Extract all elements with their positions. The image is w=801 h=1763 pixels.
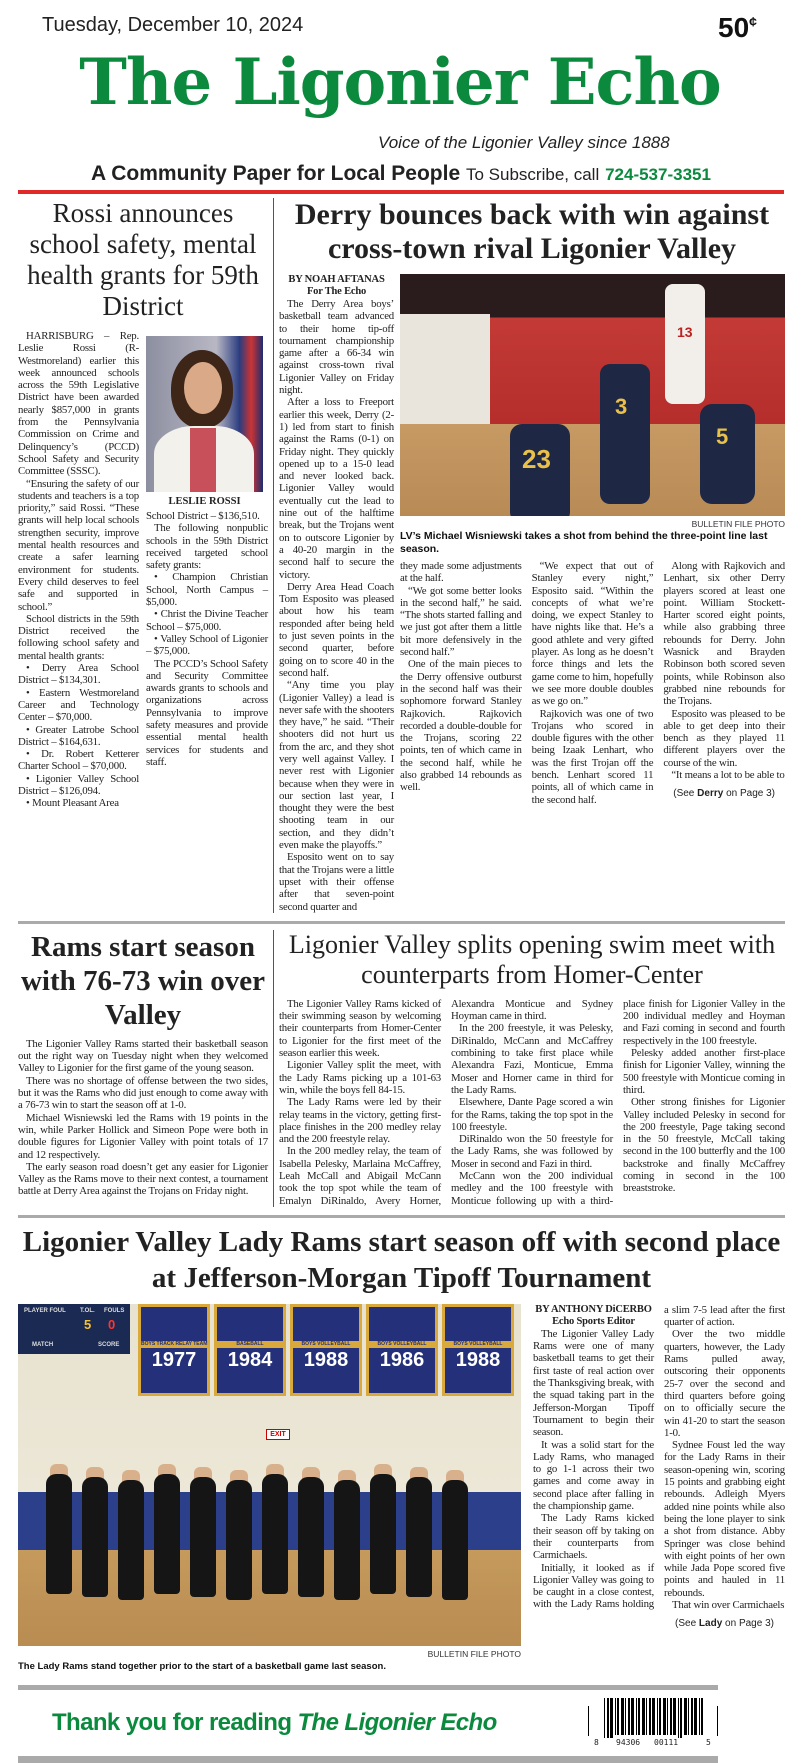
player-figure	[118, 1480, 144, 1600]
jump-link[interactable]: Derry	[697, 788, 724, 800]
barcode-guard	[717, 1706, 718, 1736]
derry-article	[279, 198, 785, 913]
article-paragraph: The Derry Area boys’ basketball team advanced to their home tip-off tournament championship game after a 66-34 win against cross-town rival Ligonier Valley on Friday night.	[279, 298, 394, 397]
barcode-bars	[604, 1698, 704, 1738]
player-figure	[370, 1474, 396, 1594]
barcode-bar	[615, 1698, 616, 1735]
article-paragraph: they made some adjustments at the half.	[400, 560, 522, 585]
article-paragraph: Elsewhere, Dante Page scored a win for the Rams, taking the top spot in the 100 freestyle.	[451, 1096, 613, 1133]
banner	[442, 1304, 514, 1396]
article-paragraph: • Valley School of Ligonier – $75,000.	[146, 632, 268, 658]
barcode-bar	[688, 1698, 689, 1735]
article-paragraph: Esposito went on to say that the Trojans were a little upset with their offense after that seven-point second quarter and	[279, 851, 394, 913]
article-paragraph: • Ligonier Valley School District – $126,094.	[18, 772, 139, 797]
derry-rest-paragraphs	[400, 560, 785, 806]
article-paragraph: “It means a lot to be able to	[671, 769, 785, 782]
barcode-bar	[610, 1698, 613, 1738]
section-rule	[18, 921, 785, 924]
rams-headline: Rams start season with 76-73 win over Valley	[20, 930, 266, 1031]
scoreboard	[18, 1304, 130, 1354]
article-paragraph: • Champion Christian School, North Campus – $5,000.	[146, 571, 268, 609]
scoreboard-label: SCORE	[98, 1341, 120, 1348]
scoreboard-value: 0	[108, 1316, 116, 1332]
rams-article	[18, 930, 268, 1207]
lady-byline: BY ANTHONY DiCERBO	[535, 1303, 652, 1315]
jump-suffix: on Page 3)	[723, 788, 776, 800]
derry-byline-role: For The Echo	[306, 286, 367, 297]
banner-year: 1984	[227, 1348, 273, 1371]
rossi-photo-caption: LESLIE ROSSI	[168, 496, 241, 507]
banner-label: BOYS VOLLEYBALL	[293, 1341, 359, 1348]
price	[718, 12, 757, 44]
rossi-columns	[18, 330, 268, 810]
community-banner	[18, 162, 784, 186]
front-page-content	[18, 198, 785, 1763]
rossi-column-1	[18, 330, 139, 810]
player-figure	[442, 1480, 468, 1600]
article-paragraph: In the 200 medley relay, the team of Isabella Pelesky, Marlaina McCaffrey, Leah McCall and Abigail McCann took the top spot while the team of Emalyn DiRinaldo, Avery Horner, Alexandra Monticue and Sydney Hoyman came in third.	[279, 997, 613, 1207]
article-paragraph: Derry Area Head Coach Tom Esposito was pleased about how his team responded after being held to just seven points in the second quarter, before going on to score 40 in the second half.	[279, 580, 394, 679]
derry-right-block	[400, 274, 785, 913]
footer	[18, 1685, 785, 1763]
lady-jump-line	[664, 1617, 785, 1630]
banner	[214, 1304, 286, 1396]
derry-columns	[279, 274, 785, 913]
rams-article-body	[18, 1038, 268, 1198]
banner-year: 1977	[151, 1348, 197, 1371]
article-paragraph: Sydnee Foust led the way for the Lady Rams in their season-opening win, scoring 15 points and grabbing eight rebounds. Adleigh Myers added nine points while also being the lone player to sink a shot from distance. Abby Springer was close behind with eight points of her own while Jada Pope scored five points and hauled in 11 rebounds.	[664, 1439, 785, 1599]
barcode-bar	[638, 1698, 640, 1735]
column-divider	[273, 198, 274, 913]
article-paragraph: That win over Carmichaels	[672, 1599, 785, 1612]
article-paragraph: “We got some better looks in the second half,” he said. “The shots started falling and we just got after them a little bit more defensively in the second half.”	[400, 584, 522, 659]
article-paragraph: The Lady Rams kicked their season off by taking on their counterparts from Carmichaels.	[533, 1512, 654, 1562]
subscribe-text: To Subscribe, call	[466, 165, 600, 184]
article-paragraph: It was a solid start for the Lady Rams, who managed to go 1-1 across their two games and come away in second place after falling in the championship game.	[533, 1438, 654, 1513]
swim-article-body	[279, 998, 785, 1207]
article-paragraph: After a loss to Freeport earlier this week, Derry (2-1) led from start to finish against the Rams (0-1) on Friday night. They quickly opened up to a 15-0 lead and never looked back. Ligonier Valley would eventually cut the lead to nine out of the halftime break, but the Trojans went on to outscore Ligonier by a 40-20 margin in the second half to secure the victory.	[279, 396, 394, 581]
barcode-bar	[667, 1698, 668, 1735]
lady-rams-headline: Ligonier Valley Lady Rams start season off with second place at Jefferson-Morgan Tipoff Tournament	[22, 1225, 781, 1294]
masthead-logo: The Ligonier Echo	[79, 45, 721, 120]
article-paragraph: Over the two middle quarters, however, the Lady Rams pulled away, outscoring their opponents 25-7 over the second and third quarters before going on to officially secure the win 41-20 to start the season 1-0.	[664, 1328, 785, 1439]
article-paragraph: The Ligonier Valley Lady Rams were one of many basketball teams to get their first taste of real action over the Thanksgiving break, with the squad taking part in the Jefferson-Morgan Tipoff Tournament to begin their season.	[533, 1327, 654, 1439]
player-figure	[190, 1477, 216, 1597]
scoreboard-value: 5	[84, 1316, 92, 1332]
article-paragraph: “Any time you play (Ligonier Valley) a lead is never safe with the shooters they have,” he said. “Their shooters did not hurt us from the arc, and they shot very well against Valley. I never rest with Ligonier because when they were in our section last year, I thought they were the best shooting team in our section, and they didn’t even make the playoffs.”	[279, 679, 394, 852]
barcode-bar	[649, 1698, 651, 1735]
lady-section	[18, 1304, 785, 1673]
player-figure	[82, 1477, 108, 1597]
footer-thanks	[18, 1709, 497, 1737]
article-paragraph: The Ligonier Valley Rams kicked of their swimming season by welcoming their counterparts from Homer-Center to Ligonier for the first meet of the season earlier this week.	[279, 997, 441, 1060]
article-paragraph: Along with Rajkovich and Lenhart, six other Derry players scored at least one point. William Stockett-Harter scored eight points, while also grabbing three rebounds for Derry. John Wasnick and Brayden Robinson both scored seven points, while Robinson also grabbed nine rebounds for the Trojans.	[663, 560, 785, 708]
banner-year: 1988	[455, 1348, 501, 1371]
article-paragraph: In the 200 freestyle, it was Pelesky, DiRinaldo, McCann and McCaffrey combining to take first place while Alexandra Fazi, Monticue, Emma Moser and Horner came in third for the Lady Rams.	[451, 1022, 613, 1096]
middle-section	[18, 930, 785, 1207]
jersey-number: 5	[716, 424, 729, 449]
issue-date: Tuesday, December 10, 2024	[42, 14, 304, 36]
player-figure	[298, 1477, 324, 1597]
article-paragraph: DiRinaldo won the 50 freestyle for the Lady Rams, she was followed by Moser in second and Fazi in third.	[451, 1133, 613, 1170]
barcode-bar	[701, 1698, 703, 1735]
paper-name: The Ligonier Echo	[297, 1708, 497, 1736]
barcode-bar	[636, 1698, 637, 1735]
barcode-bar	[694, 1698, 697, 1735]
derry-byline: BY NOAH AFTANAS	[288, 274, 385, 285]
derry-headline: Derry bounces back with win against cross-town rival Ligonier Valley	[294, 198, 770, 265]
exit-sign: EXIT	[266, 1429, 290, 1440]
jump-prefix: (See	[675, 1618, 699, 1630]
price-value: 50	[718, 12, 750, 43]
rossi-column-2-wrap	[146, 330, 268, 810]
jump-link[interactable]: Lady	[698, 1618, 723, 1630]
player-shooter	[665, 284, 705, 404]
barcode-bar	[604, 1698, 605, 1738]
barcode-bar	[684, 1698, 687, 1735]
article-paragraph: HARRISBURG – Rep. Leslie Rossi (R-Westmoreland) earlier this week announced schools across the 59th Legislative District have been awarded nearly $857,000 in grants from the Pennsylvania Commission on Crime and Delinquency’s (PCCD) School Safety and Security Committee (SSSC).	[18, 330, 139, 478]
barcode-digit: 8	[594, 1737, 599, 1747]
article-paragraph: • Christ the Divine Teacher School – $75,000.	[146, 608, 268, 633]
article-paragraph: Michael Wisniewski led the Rams with 19 points in the win, while Parker Hollick and Simeon Pope were both in double figures for Ligonier Valley with point totals of 17 and 12 respectively.	[18, 1111, 268, 1161]
barcode-bar	[628, 1698, 630, 1735]
barcode-bar	[678, 1698, 679, 1738]
barcode-bar	[691, 1698, 693, 1735]
player-defender	[510, 424, 570, 516]
article-paragraph: The PCCD’s School Safety and Security Committee awards grants to schools and organizations across Pennsylvania to improve safety measures and provide essential mental health services for students and staff.	[146, 657, 268, 768]
article-paragraph: • Greater Latrobe School District – $164,631.	[18, 723, 139, 748]
article-paragraph: “Ensuring the safety of our students and teachers is a top priority,” said Rossi. “These grants will help local schools strengthen security, improve mental health resources and create a safer learning environment for students. Every child deserves to feel safe and supported in school.”	[18, 477, 139, 613]
player-defender	[700, 404, 755, 504]
article-paragraph: • Mount Pleasant Area	[26, 797, 119, 810]
article-paragraph: School District – $136,510.	[146, 510, 260, 522]
lady-photo-block	[18, 1304, 521, 1673]
face-shape	[184, 362, 222, 414]
barcode-bar	[699, 1698, 700, 1735]
article-paragraph: Initially, it looked as if Ligonier Valley was going to be caught in a close contest, with the Lady Rams holding a slim 7-5 lead after the first quarter of action.	[533, 1303, 785, 1611]
player-figure	[154, 1474, 180, 1594]
rossi-headline: Rossi announces school safety, mental health grants for 59th District	[27, 198, 259, 321]
derry-column-1-text	[279, 298, 394, 913]
barcode-bar	[663, 1698, 666, 1735]
banner-year: 1988	[303, 1348, 349, 1371]
derry-column-1	[279, 274, 394, 913]
lady-byline-role: Echo Sports Editor	[552, 1315, 635, 1327]
scoreboard-label: PLAYER FOUL	[24, 1307, 66, 1314]
thanks-text: Thank you for reading	[52, 1708, 298, 1736]
barcode-bar	[680, 1698, 682, 1738]
community-slogan: A Community Paper for Local People	[91, 162, 461, 185]
wall-panel	[400, 314, 490, 424]
lady-photo-credit: BULLETIN FILE PHOTO	[427, 1648, 521, 1659]
barcode-bar	[670, 1698, 672, 1735]
article-paragraph: School districts in the 59th District received the following school safety and mental health grants:	[18, 612, 139, 662]
scoreboard-label: FOULS	[104, 1307, 125, 1314]
player-defender	[600, 364, 650, 504]
article-paragraph: The Ligonier Valley Rams started their basketball season out the right way on Tuesday night when they welcomed Valley to Ligonier for the first game of the young season.	[18, 1037, 268, 1075]
footer-rule-bottom	[18, 1756, 718, 1763]
barcode-bar	[621, 1698, 624, 1735]
lady-photo-caption: The Lady Rams stand together prior to the start of a basketball game last season.	[18, 1660, 386, 1672]
subscribe-phone: 724-537-3351	[605, 165, 711, 184]
barcode-bar	[659, 1698, 661, 1735]
article-paragraph: • Dr. Robert Ketterer Charter School – $70,000.	[18, 748, 139, 773]
article-paragraph: The Lady Rams were led by their relay teams in the victory, getting first-place finishes in the 200 medley relay and the 200 freestyle relay.	[279, 1096, 441, 1146]
banner-year: 1986	[379, 1348, 425, 1371]
barcode-bar	[657, 1698, 658, 1735]
blouse-shape	[190, 428, 216, 492]
banner-label: BASEBALL	[217, 1341, 283, 1348]
lady-paragraphs	[533, 1304, 785, 1630]
barcode-digit: 5	[706, 1737, 711, 1747]
barcode	[588, 1698, 718, 1748]
barcode-bar	[617, 1698, 619, 1735]
lady-article-body	[533, 1304, 785, 1673]
jump-prefix: (See	[673, 788, 698, 800]
article-paragraph: One of the main pieces to the Derry offensive outburst in the second half was their sophomore forward Stanley Rajkovich. Rajkovich recorded a double-double for the Trojans, scoring 22 points, ten of which came in the second half, while he also grabbed 14 rebounds as well.	[400, 658, 522, 794]
lady-rams-team-photo	[18, 1304, 521, 1646]
top-section	[18, 198, 785, 913]
derry-rest-text	[400, 560, 785, 806]
player-figure	[46, 1474, 72, 1594]
player-figure	[226, 1480, 252, 1600]
footer-row	[18, 1690, 718, 1756]
player-figure	[334, 1480, 360, 1600]
rossi-column-2	[146, 510, 268, 768]
article-paragraph: “We expect that out of Stanley every night,” Esposito said. “Within the concepts of what we’re doing, we expect Stanley to have nights like that. He’s a good athlete and very gifted player. As long as he doesn’t force things and lets the game come to him, hopefully we see more double doubles as we go on.”	[531, 560, 654, 708]
derry-photo-credit: BULLETIN FILE PHOTO	[691, 519, 785, 529]
rossi-article	[18, 198, 268, 913]
article-paragraph: • Eastern Westmoreland Career and Technology Center – $70,000.	[18, 686, 139, 724]
price-unit: ¢	[749, 13, 757, 30]
jersey-number: 23	[522, 444, 551, 474]
tagline: Voice of the Ligonier Valley since 1888	[378, 133, 670, 152]
article-paragraph: The early season road doesn’t get any easier for Ligonier Valley as the Rams move to their next contest, a tournament battle at Derry Area against the Trojans on Friday night.	[18, 1160, 268, 1198]
barcode-digits: 94306	[616, 1737, 641, 1747]
barcode-bar	[642, 1698, 645, 1735]
scoreboard-label: MATCH	[32, 1341, 54, 1348]
article-paragraph: There was no shortage of offense between the two sides, but it was the Rams who did just enough to come away with a 76-73 win to start the season off at 1-0.	[18, 1074, 268, 1112]
banner-label: BOYS VOLLEYBALL	[445, 1341, 511, 1348]
header-rule	[18, 190, 784, 194]
article-paragraph: Esposito was pleased to be able to get deep into their bench as they played 11 different players over the course of the win.	[663, 707, 785, 769]
barcode-bar	[673, 1698, 676, 1735]
derry-photo-caption: LV’s Michael Wisniewski takes a shot from behind the three-point line last season.	[400, 530, 768, 555]
barcode-guard	[588, 1706, 589, 1736]
swim-article	[279, 930, 785, 1207]
article-paragraph: Other strong finishes for Ligonier Valley included Pelesky in second for the 200 freestyle, Page taking second in the 50 freestyle, McCall taking second in the 100 butterfly and the 100 backstroke and finally McCaffrey coming in second in the 100 breaststroke.	[623, 1096, 785, 1195]
column-divider	[273, 930, 274, 1207]
scoreboard-label: T.OL.	[80, 1307, 95, 1314]
jersey-number: 3	[615, 394, 628, 419]
derry-basketball-photo	[400, 274, 785, 516]
article-paragraph: Pelesky added another first-place finish for Ligonier Valley, winning the 500 freestyle with Monticue coming in third.	[623, 1047, 785, 1096]
section-rule	[18, 1215, 785, 1218]
banner	[290, 1304, 362, 1396]
article-paragraph: McCann won the 200 individual medley and the 100 freestyle with Monticue following up with a third-place finish for Ligonier Valley in the 200 individual medley and Hoyman and Fazi coming in second and fourth respectively in the 100 freestyle.	[451, 997, 785, 1207]
banner	[138, 1304, 210, 1396]
banner-label: BOYS VOLLEYBALL	[369, 1341, 435, 1348]
article-paragraph: The following nonpublic schools in the 59th District received targeted school safety grants:	[146, 522, 268, 572]
rossi-portrait-photo	[146, 336, 263, 492]
article-paragraph: • Derry Area School District – $134,301.	[18, 662, 139, 687]
barcode-bar	[631, 1698, 634, 1735]
jump-suffix: on Page 3)	[722, 1618, 774, 1630]
banner-label: BOYS TRACK RELAY TEAM	[141, 1340, 208, 1347]
barcode-bar	[646, 1698, 647, 1735]
player-figure	[406, 1477, 432, 1597]
swim-headline: Ligonier Valley splits opening swim meet with counterparts from Homer-Center	[288, 929, 776, 989]
barcode-digits: 00111	[654, 1737, 679, 1747]
barcode-bar	[625, 1698, 626, 1735]
player-figure	[262, 1474, 288, 1594]
derry-jump-line	[663, 787, 785, 800]
article-paragraph: Ligonier Valley split the meet, with the Lady Rams picking up a 101-63 win, while the boys fell 84-15.	[279, 1059, 441, 1096]
jersey-number: 13	[677, 324, 693, 340]
article-paragraph: Rajkovich was one of two Trojans who scored in double figures with the other being Izaak Lenhart, who was the first Trojan off the bench. Lenhart scored 11 points, all of which came in the second half.	[531, 707, 654, 806]
banner	[366, 1304, 438, 1396]
barcode-bar	[607, 1698, 609, 1738]
barcode-bar	[652, 1698, 655, 1735]
